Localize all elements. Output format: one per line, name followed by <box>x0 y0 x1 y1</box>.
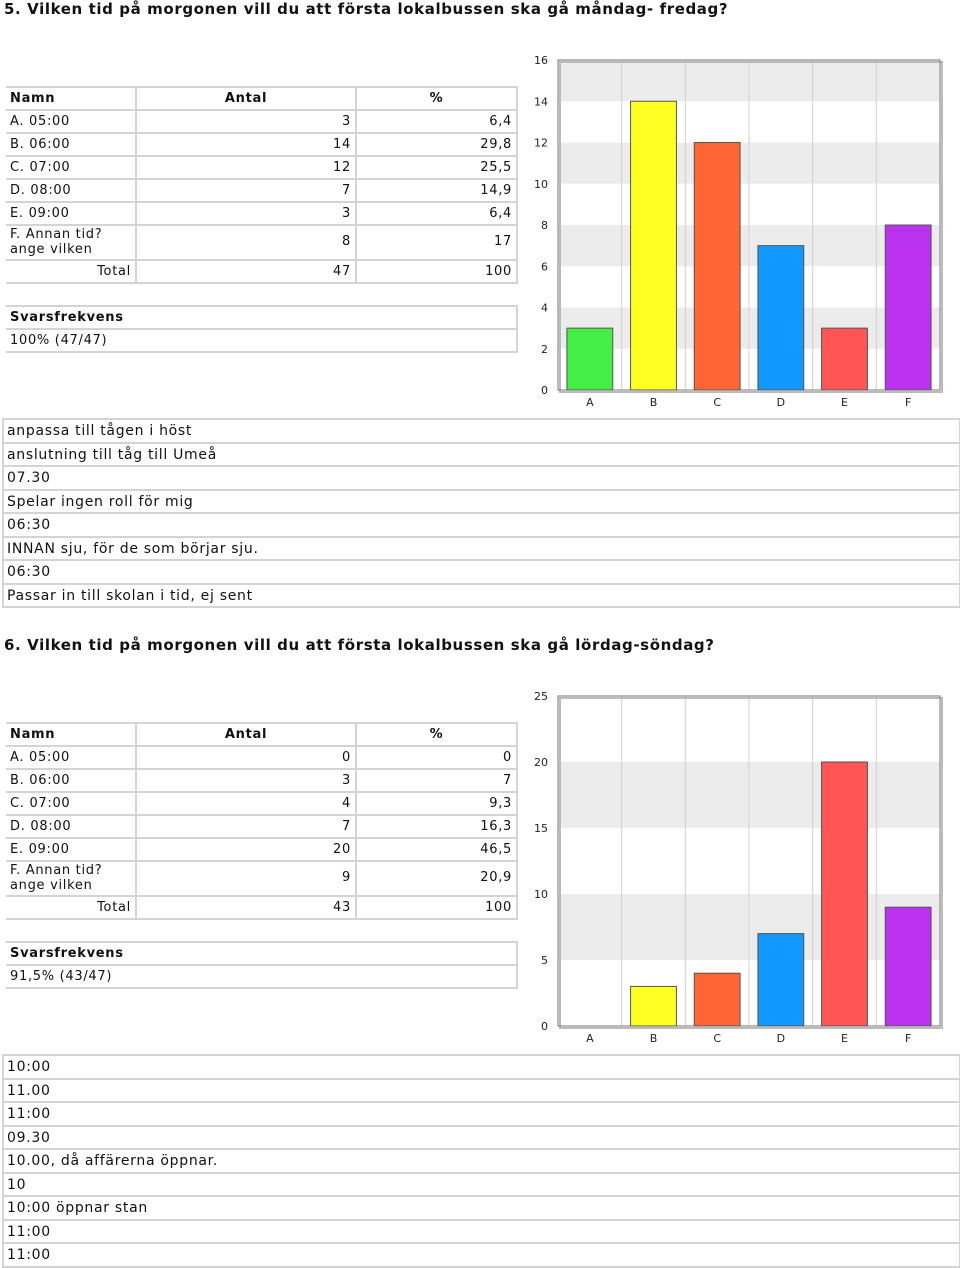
y-tick-label: 0 <box>541 384 548 397</box>
row-name-line2: ange vilken <box>10 241 93 257</box>
x-tick-label: E <box>841 396 848 409</box>
q5-free-text-answers <box>2 418 960 608</box>
list-item: anslutning till tåg till Umeå <box>4 444 959 468</box>
table-row <box>6 110 517 133</box>
y-tick-label: 20 <box>534 756 548 769</box>
y-tick-label: 8 <box>541 219 548 232</box>
x-tick-label: B <box>649 396 658 409</box>
row-count: 20 <box>136 838 356 861</box>
table-row <box>6 746 517 769</box>
list-item: anpassa till tågen i höst <box>4 420 959 444</box>
y-tick-label: 0 <box>541 1020 548 1033</box>
list-item: 11:00 <box>4 1103 959 1127</box>
bar-D <box>758 246 804 390</box>
row-count: 14 <box>136 133 356 156</box>
total-percent: 100 <box>356 896 517 919</box>
table-row <box>6 861 517 896</box>
q6-stats-table <box>6 722 518 920</box>
row-count: 0 <box>136 746 356 769</box>
row-percent: 29,8 <box>356 133 517 156</box>
list-item: Passar in till skolan i tid, ej sent <box>4 585 959 609</box>
row-percent: 14,9 <box>356 179 517 202</box>
row-count: 4 <box>136 792 356 815</box>
list-item: 11:00 <box>4 1221 959 1245</box>
row-count: 7 <box>136 815 356 838</box>
row-name-line1: F. Annan tid? <box>10 862 103 878</box>
question-6-title: 6. Vilken tid på morgonen vill du att första lokalbussen ska gå lördag-söndag? <box>4 636 715 654</box>
response-rate-label: Svarsfrekvens <box>6 942 517 965</box>
row-name: A. 05:00 <box>6 746 136 769</box>
question-5-title: 5. Vilken tid på morgonen vill du att första lokalbussen ska gå måndag- fredag? <box>4 0 729 18</box>
y-tick-label: 4 <box>541 301 548 315</box>
q5-bar-chart <box>528 52 948 412</box>
table-row <box>6 225 517 260</box>
row-name: D. 08:00 <box>6 815 136 838</box>
bar-E <box>822 328 868 390</box>
table-total-row <box>6 896 517 919</box>
bar-C <box>694 143 740 391</box>
bar-B <box>631 101 677 390</box>
row-name <box>6 861 136 896</box>
y-tick-label: 5 <box>541 954 548 967</box>
table-row <box>6 133 517 156</box>
x-tick-label: D <box>776 396 786 409</box>
x-tick-label: C <box>713 1032 722 1045</box>
y-tick-label: 14 <box>534 95 548 109</box>
y-tick-label: 10 <box>534 888 548 901</box>
table-row <box>6 792 517 815</box>
x-tick-label: C <box>713 396 722 409</box>
table-row <box>6 769 517 792</box>
q5-stats-table <box>6 86 518 284</box>
y-tick-label: 15 <box>534 822 548 835</box>
q6-bar-chart <box>528 688 948 1048</box>
row-count: 3 <box>136 110 356 133</box>
bar-B <box>631 986 677 1026</box>
row-count: 7 <box>136 179 356 202</box>
row-percent: 25,5 <box>356 156 517 179</box>
row-count: 3 <box>136 202 356 225</box>
total-count: 43 <box>136 896 356 919</box>
table-header-row <box>6 87 517 110</box>
list-item: 10:00 <box>4 1056 959 1080</box>
row-name: E. 09:00 <box>6 838 136 861</box>
x-tick-label: A <box>586 396 594 409</box>
x-tick-label: F <box>905 396 912 409</box>
y-tick-label: 12 <box>534 136 548 150</box>
header-namn: Namn <box>6 87 136 110</box>
x-tick-label: E <box>841 1032 848 1045</box>
total-label: Total <box>6 896 136 919</box>
response-rate-value: 91,5% (43/47) <box>6 965 517 988</box>
row-count: 12 <box>136 156 356 179</box>
row-percent: 7 <box>356 769 517 792</box>
header-percent: % <box>356 87 517 110</box>
row-name: C. 07:00 <box>6 156 136 179</box>
row-name-line1: F. Annan tid? <box>10 226 103 242</box>
bar-F <box>885 907 931 1026</box>
row-name: C. 07:00 <box>6 792 136 815</box>
table-row <box>6 202 517 225</box>
row-percent: 6,4 <box>356 202 517 225</box>
q6-free-text-answers <box>2 1054 960 1268</box>
response-rate-label: Svarsfrekvens <box>6 306 517 329</box>
list-item: 07.30 <box>4 467 959 491</box>
row-percent: 0 <box>356 746 517 769</box>
list-item: 10.00, då affärerna öppnar. <box>4 1150 959 1174</box>
list-item: 10 <box>4 1174 959 1198</box>
table-row <box>6 156 517 179</box>
row-percent: 46,5 <box>356 838 517 861</box>
list-item: INNAN sju, för de som börjar sju. <box>4 538 959 562</box>
list-item: 09.30 <box>4 1127 959 1151</box>
row-percent: 6,4 <box>356 110 517 133</box>
bar-A <box>567 328 613 390</box>
x-tick-label: A <box>586 1032 594 1045</box>
header-percent: % <box>356 723 517 746</box>
row-name: E. 09:00 <box>6 202 136 225</box>
x-tick-label: B <box>649 1032 658 1045</box>
list-item: 11.00 <box>4 1080 959 1104</box>
row-percent: 17 <box>356 225 517 260</box>
list-item: 11:00 <box>4 1244 959 1268</box>
y-tick-label: 6 <box>541 260 548 274</box>
table-row <box>6 179 517 202</box>
table-header-row <box>6 723 517 746</box>
row-name: B. 06:00 <box>6 769 136 792</box>
header-antal: Antal <box>136 723 356 746</box>
row-count: 9 <box>136 861 356 896</box>
response-rate-value: 100% (47/47) <box>6 329 517 352</box>
y-tick-label: 10 <box>534 177 548 191</box>
y-tick-label: 2 <box>541 342 548 356</box>
list-item: 06:30 <box>4 561 959 585</box>
x-tick-label: D <box>776 1032 786 1045</box>
list-item: Spelar ingen roll för mig <box>4 491 959 515</box>
list-item: 10:00 öppnar stan <box>4 1197 959 1221</box>
list-item: 06:30 <box>4 514 959 538</box>
bar-C <box>694 973 740 1026</box>
row-count: 3 <box>136 769 356 792</box>
q6-response-rate <box>6 941 518 989</box>
bar-F <box>885 225 931 390</box>
bar-E <box>822 762 868 1026</box>
row-percent: 16,3 <box>356 815 517 838</box>
total-label: Total <box>6 260 136 283</box>
table-row <box>6 815 517 838</box>
row-name: A. 05:00 <box>6 110 136 133</box>
header-namn: Namn <box>6 723 136 746</box>
y-tick-label: 16 <box>534 54 548 67</box>
header-antal: Antal <box>136 87 356 110</box>
row-percent: 9,3 <box>356 792 517 815</box>
total-percent: 100 <box>356 260 517 283</box>
y-tick-label: 25 <box>534 690 548 703</box>
bar-D <box>758 934 804 1026</box>
row-name-line2: ange vilken <box>10 877 93 893</box>
row-count: 8 <box>136 225 356 260</box>
table-row <box>6 838 517 861</box>
row-percent: 20,9 <box>356 861 517 896</box>
x-tick-label: F <box>905 1032 912 1045</box>
table-total-row <box>6 260 517 283</box>
row-name: D. 08:00 <box>6 179 136 202</box>
q5-response-rate <box>6 305 518 353</box>
row-name <box>6 225 136 260</box>
row-name: B. 06:00 <box>6 133 136 156</box>
total-count: 47 <box>136 260 356 283</box>
